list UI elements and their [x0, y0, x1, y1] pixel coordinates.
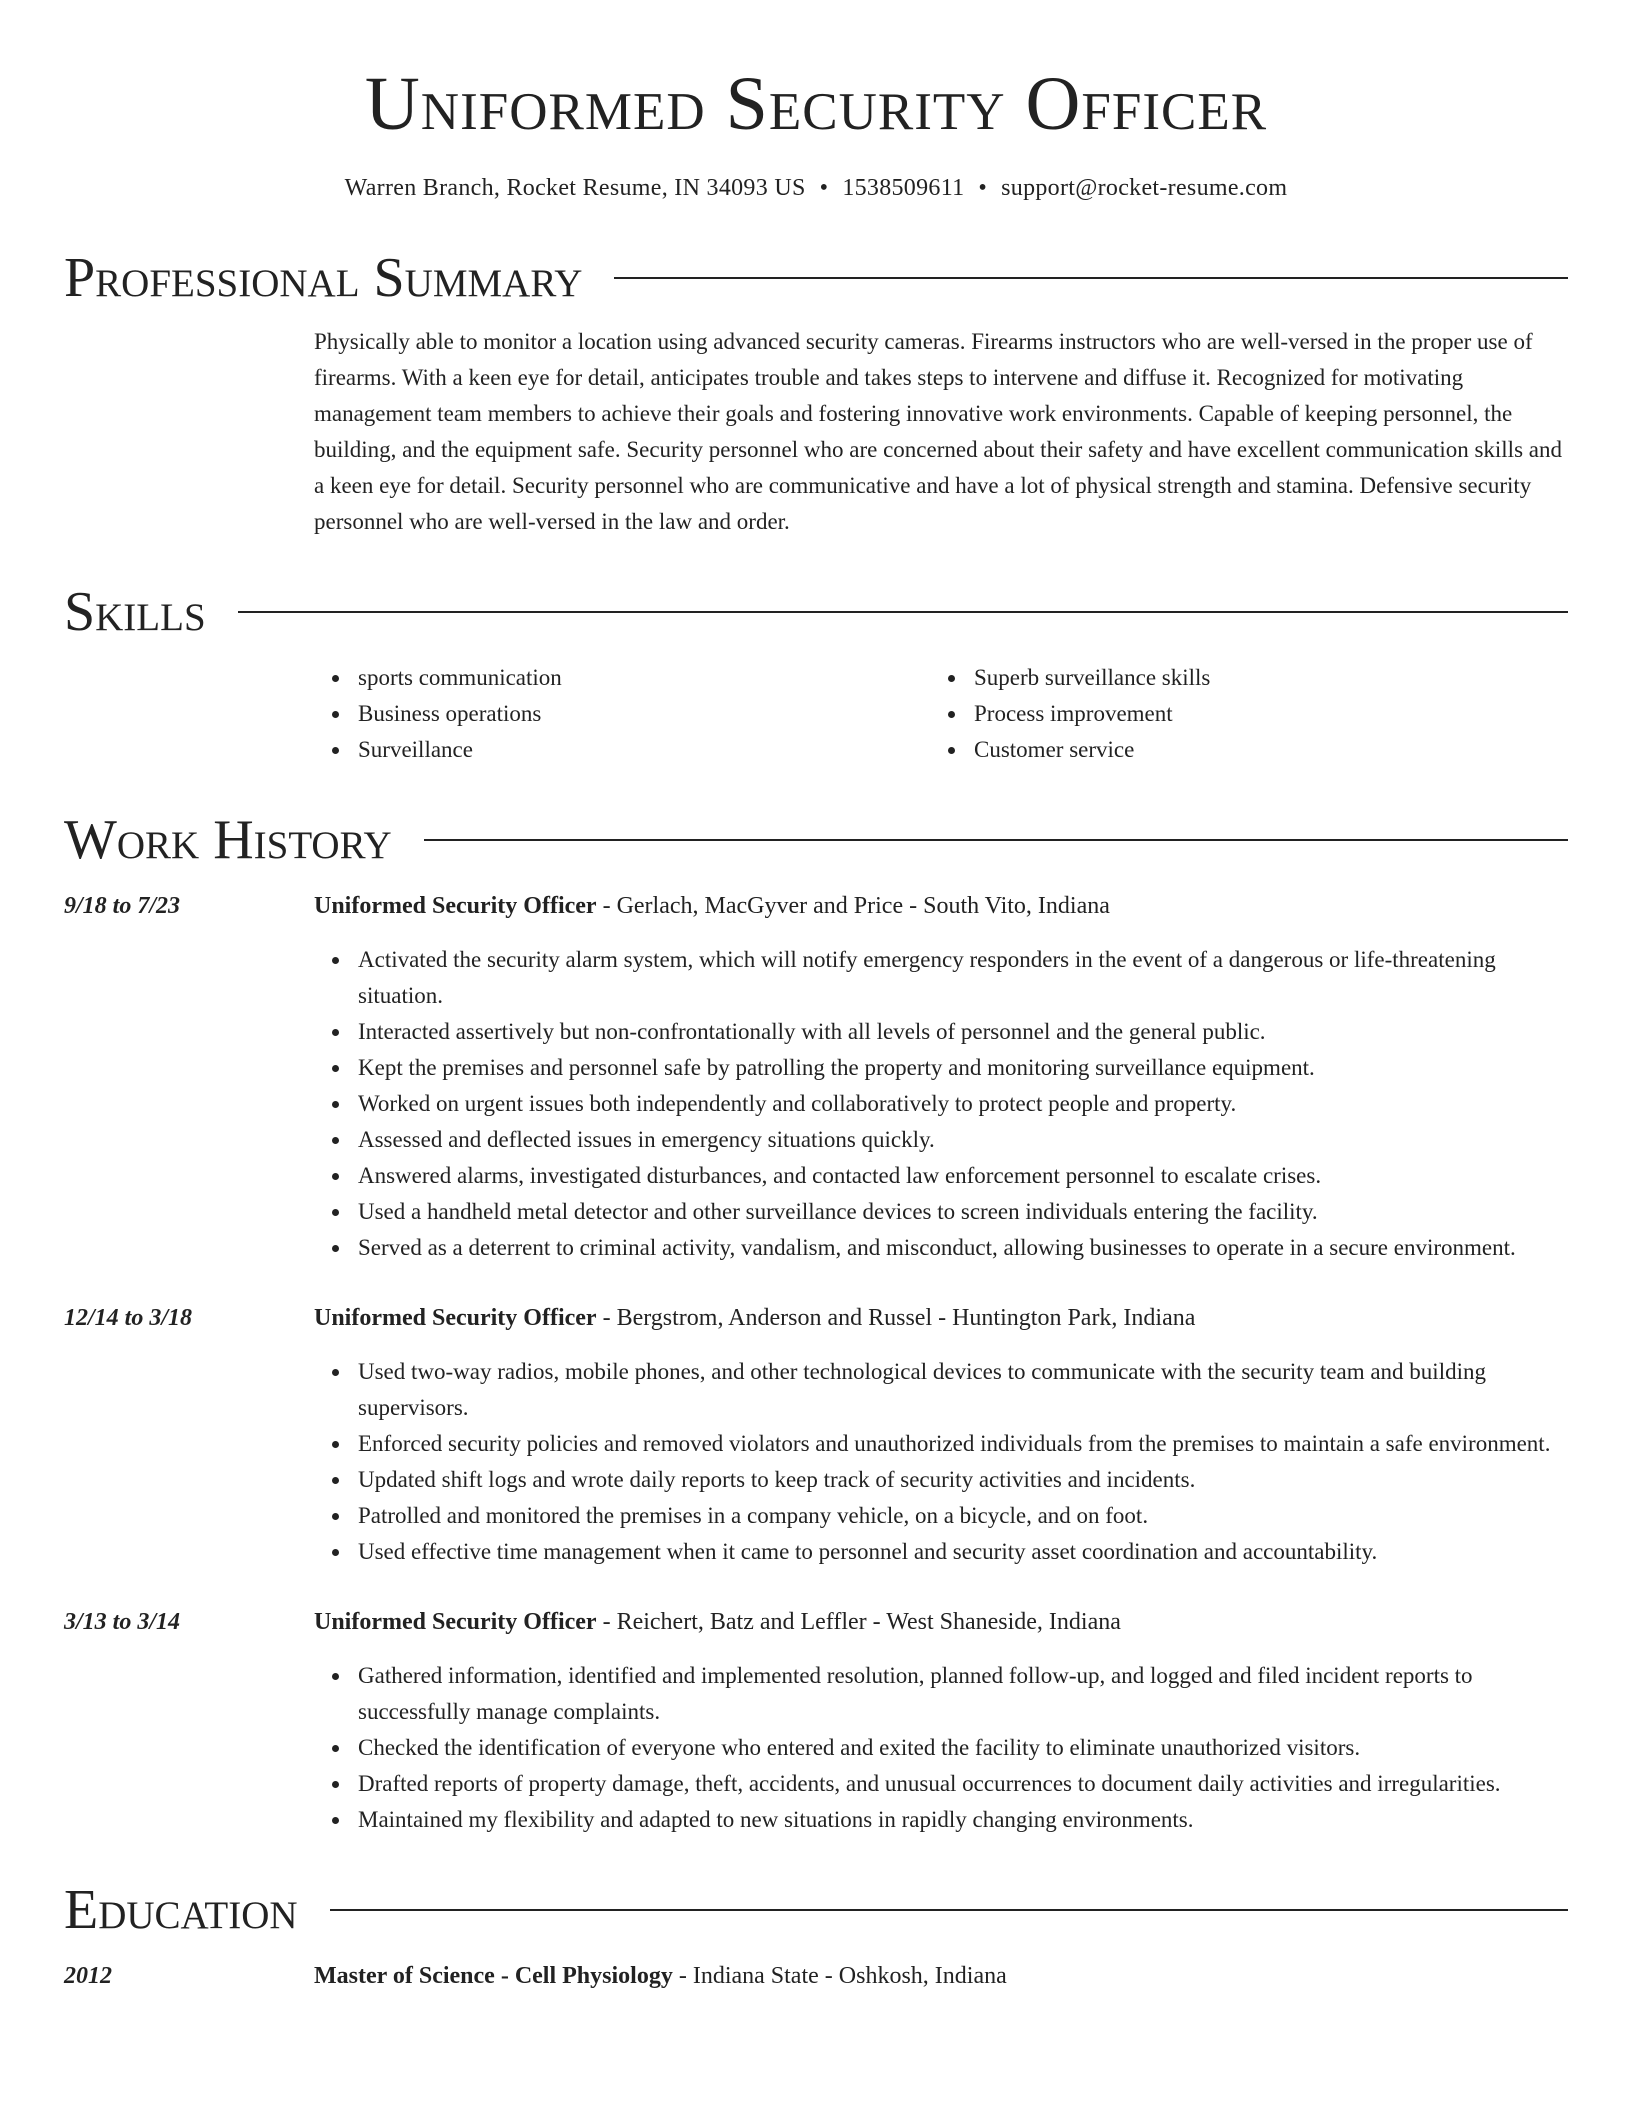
job-title: Uniformed Security Officer [314, 1609, 597, 1635]
section-divider [424, 839, 1568, 841]
contact-line [64, 170, 1568, 206]
contact-address: Warren Branch, Rocket Resume, IN 34093 US [344, 175, 806, 201]
skill-item: Customer service [930, 732, 1546, 768]
job-title: Uniformed Security Officer [314, 893, 597, 919]
job-employer: - Gerlach, MacGyver and Price - South Vito, Indiana [596, 893, 1110, 919]
job-entry [64, 1604, 1568, 1838]
duty-item: Maintained my flexibility and adapted to new situations in rapidly changing environments. [314, 1802, 1568, 1838]
skills-list [314, 660, 1568, 768]
job-body [314, 1300, 1568, 1570]
duty-item: Served as a deterrent to criminal activity, vandalism, and misconduct, allowing businesses to operate in a secure environment. [314, 1230, 1568, 1266]
section-divider [614, 277, 1568, 279]
duty-item: Checked the identification of everyone who entered and exited the facility to eliminate unauthorized visitors. [314, 1730, 1568, 1766]
skill-item: Surveillance [314, 732, 930, 768]
duty-item: Worked on urgent issues both independently and collaboratively to protect people and property. [314, 1086, 1568, 1122]
duty-item: Used effective time management when it came to personnel and security asset coordination and accountability. [314, 1534, 1568, 1570]
education-year: 2012 [64, 1963, 112, 1989]
duty-item: Used a handheld metal detector and other surveillance devices to screen individuals entering the facility. [314, 1194, 1568, 1230]
job-entry [64, 888, 1568, 1266]
summary-text: Physically able to monitor a location using advanced security cameras. Firearms instructors who are well-versed in the proper use of firearms. With a keen eye for detail, anticipates trouble and takes steps to intervene and diffuse it. Recognized for motivating management team members to achieve their goals and fostering innovative work environments. Capable of keeping personnel, the building, and the equipment safe. Security personnel who are concerned about their safety and have excellent communication skills and a keen eye for detail. Security personnel who are communicative and have a lot of physical strength and stamina. Defensive security personnel who are well-versed in the law and order. [314, 329, 1562, 534]
duty-item: Kept the premises and personnel safe by patrolling the property and monitoring surveillance equipment. [314, 1050, 1568, 1086]
job-heading [314, 1300, 1568, 1336]
duty-item: Answered alarms, investigated disturbances, and contacted law enforcement personnel to escalate crises. [314, 1158, 1568, 1194]
section-divider [330, 1909, 1568, 1911]
education-heading-line [314, 1958, 1007, 1994]
job-dates: 3/13 to 3/14 [64, 1609, 181, 1635]
contact-separator: • [819, 175, 829, 201]
education-heading: Education [64, 1879, 298, 1941]
job-dates: 12/14 to 3/18 [64, 1305, 193, 1331]
resume-title: Uniformed Security Officer [364, 62, 1268, 146]
section-divider [238, 611, 1568, 613]
job-entry [64, 1300, 1568, 1570]
work-section-header [64, 809, 1568, 871]
skill-item: Superb surveillance skills [930, 660, 1546, 696]
job-duties [314, 1658, 1568, 1838]
contact-separator: • [978, 175, 988, 201]
job-duties [314, 942, 1568, 1266]
education-school: - Indiana State - Oshkosh, Indiana [672, 1963, 1007, 1989]
contact-email: support@rocket-resume.com [1001, 175, 1288, 201]
job-employer: - Bergstrom, Anderson and Russel - Huntington Park, Indiana [596, 1305, 1196, 1331]
work-heading: Work History [64, 809, 392, 871]
duty-item: Drafted reports of property damage, theft, accidents, and unusual occurrences to document daily activities and irregularities. [314, 1766, 1568, 1802]
skills-column-right [930, 660, 1546, 768]
education-degree: Master of Science - Cell Physiology [314, 1963, 673, 1989]
skills-heading: Skills [64, 581, 206, 643]
education-entry [64, 1958, 1568, 1994]
duty-item: Assessed and deflected issues in emergency situations quickly. [314, 1122, 1568, 1158]
duty-item: Used two-way radios, mobile phones, and other technological devices to communicate with the security team and building supervisors. [314, 1354, 1568, 1426]
job-body [314, 888, 1568, 1266]
job-employer: - Reichert, Batz and Leffler - West Shaneside, Indiana [596, 1609, 1121, 1635]
skill-item: Business operations [314, 696, 930, 732]
summary-heading: Professional Summary [64, 247, 583, 309]
job-title: Uniformed Security Officer [314, 1305, 597, 1331]
contact-phone: 1538509611 [842, 175, 965, 201]
skills-section-header [64, 581, 1568, 643]
duty-item: Updated shift logs and wrote daily reports to keep track of security activities and incidents. [314, 1462, 1568, 1498]
job-heading [314, 888, 1568, 924]
duty-item: Patrolled and monitored the premises in a company vehicle, on a bicycle, and on foot. [314, 1498, 1568, 1534]
duty-item: Enforced security policies and removed violators and unauthorized individuals from the premises to maintain a safe environment. [314, 1426, 1568, 1462]
education-section-header [64, 1879, 1568, 1941]
job-duties [314, 1354, 1568, 1570]
skills-column-left [314, 660, 930, 768]
summary-section-header [64, 247, 1568, 309]
duty-item: Interacted assertively but non-confrontationally with all levels of personnel and the general public. [314, 1014, 1568, 1050]
job-dates: 9/18 to 7/23 [64, 893, 181, 919]
skill-item: Process improvement [930, 696, 1546, 732]
job-heading [314, 1604, 1568, 1640]
duty-item: Activated the security alarm system, which will notify emergency responders in the event of a dangerous or life-threatening situation. [314, 942, 1568, 1014]
job-body [314, 1604, 1568, 1838]
skill-item: sports communication [314, 660, 930, 696]
duty-item: Gathered information, identified and implemented resolution, planned follow-up, and logged and filed incident reports to successfully manage complaints. [314, 1658, 1568, 1730]
